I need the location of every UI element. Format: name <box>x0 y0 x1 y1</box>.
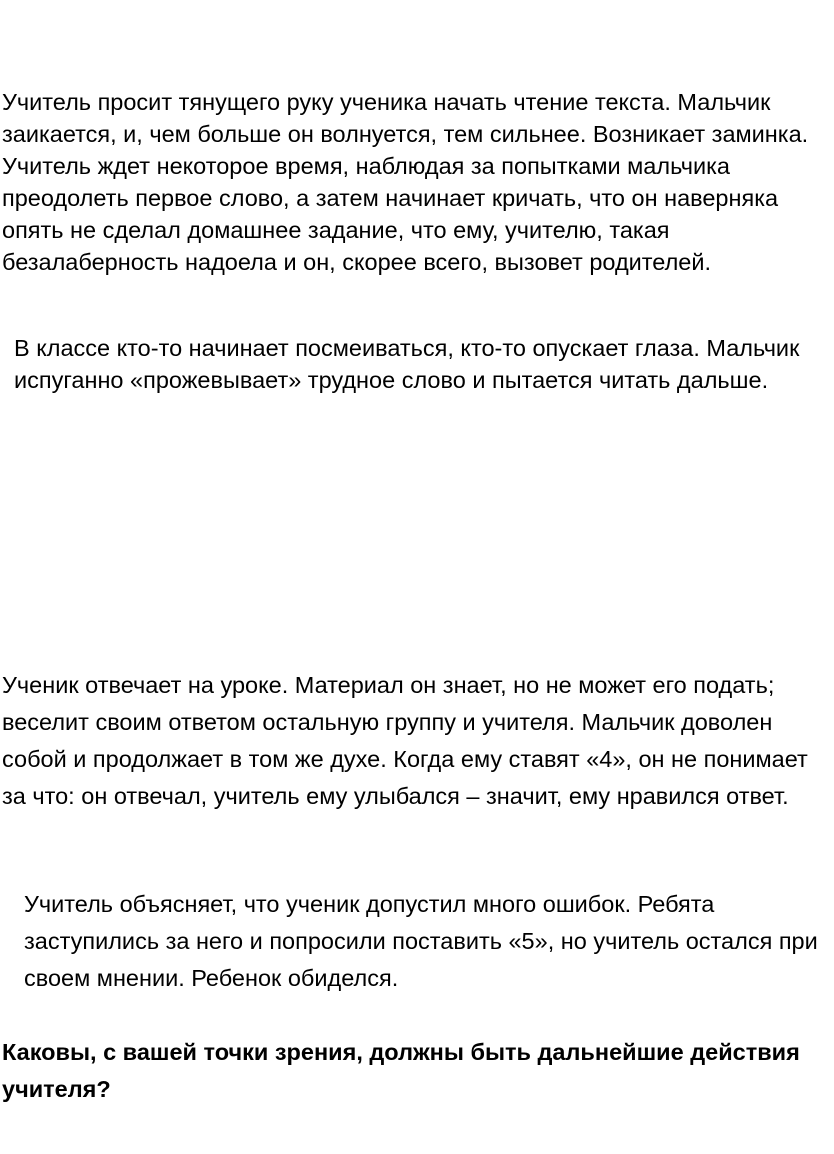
paragraph-teacher-explains: Учитель объясняет, что ученик допустил много ошибок. Ребята заступились за него и попросили поставить «5», но учитель остался при своем мнении. Ребенок обиделся. <box>24 891 825 991</box>
paragraph-student-answers: Ученик отвечает на уроке. Материал он знает, но не может его подать; веселит своим ответом остальную группу и учителя. Мальчик доволен собой и продолжает в том же духе. Когда ему ставят «4», он не понимает за что: он отвечал, учитель ему улыбался – значит, ему нравился ответ. <box>2 672 815 809</box>
question-text: Каковы, с вашей точки зрения, должны быть дальнейшие действия учителя? <box>2 1039 807 1102</box>
paragraph-class-reaction: В классе кто-то начинает посмеиваться, кто-то опускает глаза. Мальчик испуганно «прожевывает» трудное слово и пытается читать дальше. <box>14 335 806 393</box>
paragraph-teacher-shouts: Учитель просит тянущего руку ученика начать чтение текста. Мальчик заикается, и, чем больше он волнуется, тем сильнее. Возникает заминка. Учитель ждет некоторое время, наблюдая за попытками мальчика преодолеть первое слово, а затем начинает кричать, что он наверняка опять не сделал домашнее задание, что ему, учителю, такая безалаберность надоела и он, скорее всего, вызовет родителей. <box>2 89 815 275</box>
situation-1-continuation <box>2 332 824 396</box>
question-block <box>2 1034 812 1108</box>
situation-2-text <box>2 667 815 815</box>
situation-1-text <box>2 86 815 278</box>
situation-2-continuation <box>2 886 834 997</box>
